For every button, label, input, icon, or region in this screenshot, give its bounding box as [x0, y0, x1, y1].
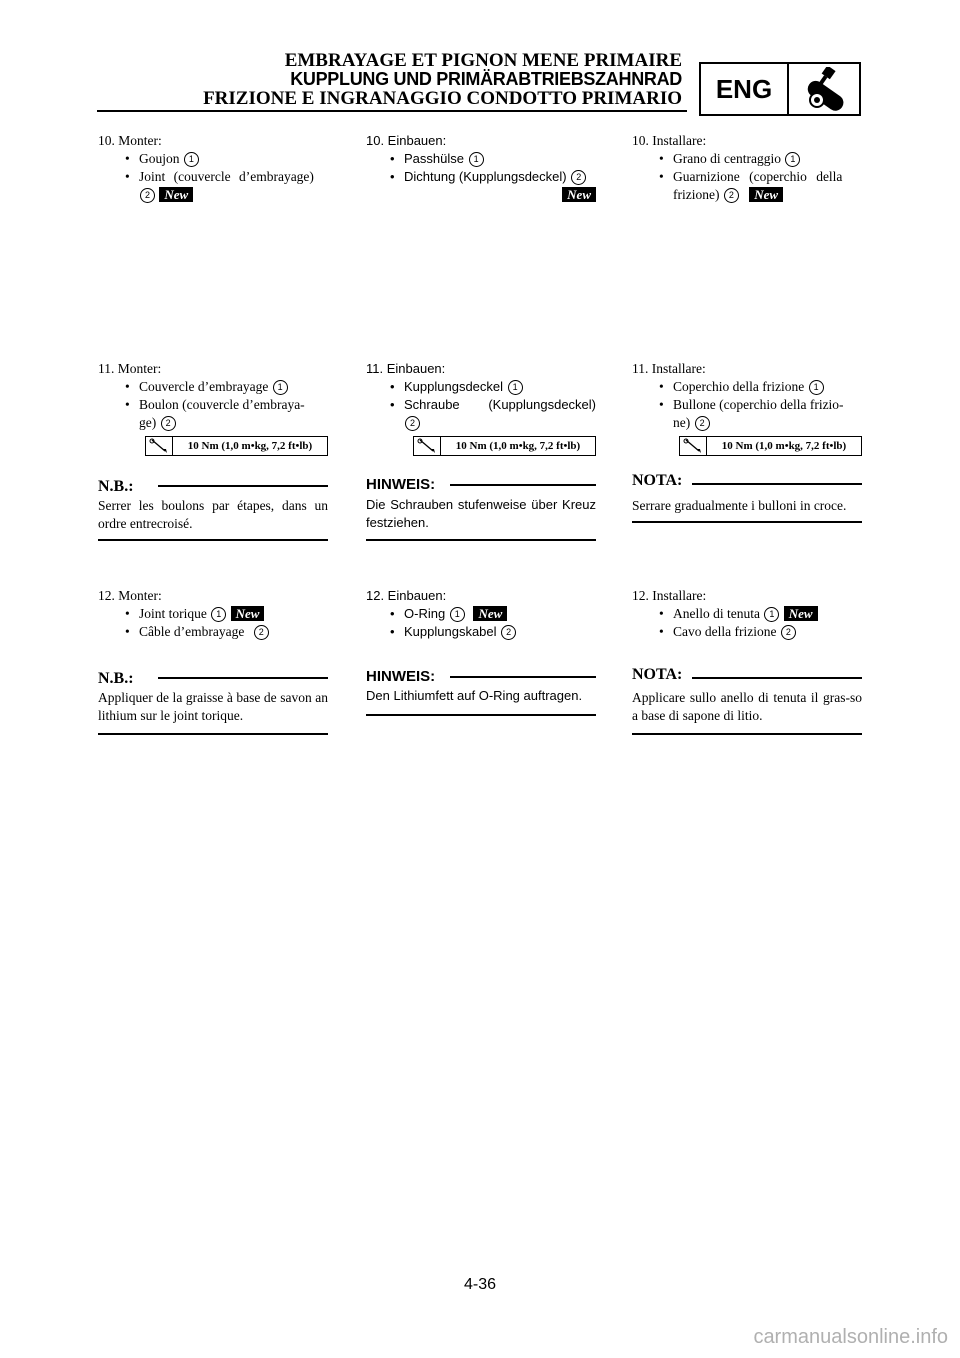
fr-step-11-item-2-text: Boulon (couvercle d’embraya- — [139, 397, 305, 412]
title-german: KUPPLUNG UND PRIMÄRABTRIEBSZAHNRAD — [290, 69, 682, 89]
column-german — [366, 132, 596, 204]
page-number: 4-36 — [463, 1276, 497, 1293]
callout-2: 2 — [254, 625, 269, 640]
header-rule — [97, 110, 687, 112]
de-step-10-item-1 — [390, 150, 596, 168]
it-note-1-heading: NOTA: — [632, 472, 683, 489]
it-note-2-body: Applicare sullo anello di tenuta il gras-so a base di sapone di litio. — [632, 690, 862, 723]
de-step-11-item-1 — [390, 378, 596, 396]
fr-note-2-body: Appliquer de la graisse à base de savon an lithium sur le joint torique. — [98, 690, 328, 723]
callout-2: 2 — [140, 188, 155, 203]
it-step-11-item-2 — [659, 396, 862, 432]
fr-step-10-item-2-text: Joint (couvercle d’embrayage) — [139, 169, 314, 184]
de-step-12-item-2-text: Kupplungskabel — [404, 624, 497, 639]
de-step-11 — [366, 360, 596, 432]
column-french — [98, 132, 328, 204]
fr-step-11-item-1 — [125, 378, 328, 396]
de-step-12-title: 12. Einbauen: — [366, 588, 447, 603]
fr-note-1-end-rule — [98, 539, 328, 541]
de-step-12-item-1 — [390, 605, 596, 623]
new-part-badge: New — [562, 187, 596, 202]
de-step-12-item-1-text: O-Ring — [404, 606, 446, 621]
fr-step-11-title: 11. Monter: — [98, 361, 162, 376]
fr-step-11 — [98, 360, 328, 432]
de-step-10-title: 10. Einbauen: — [366, 133, 447, 148]
fr-torque-value: 10 Nm (1,0 m•kg, 7,2 ft•lb) — [187, 440, 313, 452]
fr-step-10-item-1-text: Goujon — [139, 151, 180, 166]
fr-note-2-heading-rule — [158, 677, 328, 679]
fr-step-12-item-2 — [125, 623, 328, 641]
de-torque-spec — [413, 436, 596, 456]
it-step-12-item-1-text: Anello di tenuta — [673, 606, 760, 621]
fr-step-12-title: 12. Monter: — [98, 588, 162, 603]
new-part-badge: New — [159, 187, 193, 202]
de-note-1-heading-rule — [450, 484, 596, 486]
it-torque-value: 10 Nm (1,0 m•kg, 7,2 ft•lb) — [721, 440, 847, 452]
fr-note-1-heading-rule — [158, 485, 328, 487]
fr-torque-spec — [145, 436, 328, 456]
it-note-1-body: Serrare gradualmente i bulloni in croce. — [632, 498, 847, 513]
callout-1: 1 — [508, 380, 523, 395]
de-step-11-item-2 — [390, 396, 596, 414]
de-step-11-item-1-text: Kupplungsdeckel — [404, 379, 504, 394]
de-torque-value: 10 Nm (1,0 m•kg, 7,2 ft•lb) — [455, 440, 581, 452]
fr-step-12-item-1 — [125, 605, 328, 623]
callout-2: 2 — [161, 416, 176, 431]
de-step-12-item-2 — [390, 623, 596, 641]
callout-1: 1 — [764, 607, 779, 622]
de-note-2-end-rule — [366, 714, 596, 716]
it-step-12-item-2-text: Cavo della frizione — [673, 624, 777, 639]
it-step-10-title: 10. Installare: — [632, 133, 707, 148]
de-note-1-heading: HINWEIS: — [366, 476, 436, 493]
new-part-badge: New — [231, 606, 265, 621]
callout-1: 1 — [450, 607, 465, 622]
it-note-1-end-rule — [632, 521, 862, 523]
title-french: EMBRAYAGE ET PIGNON MENE PRIMAIRE — [284, 50, 682, 71]
it-step-11-item-1-text: Coperchio della frizione — [673, 379, 805, 394]
it-step-10-item-1-text: Grano di centraggio — [673, 151, 781, 166]
callout-2: 2 — [781, 625, 796, 640]
it-note-2-heading: NOTA: — [632, 666, 683, 683]
section-badge-divider — [787, 64, 789, 114]
wrench-icon — [414, 437, 441, 455]
de-step-12 — [366, 587, 596, 641]
de-step-10-item-1-text: Passhülse — [404, 151, 464, 166]
it-torque-spec — [679, 436, 862, 456]
fr-step-11-item-2-text-cont: ge) — [139, 415, 157, 430]
fr-step-12-item-1-text: Joint torique — [139, 606, 207, 621]
it-step-11-item-1 — [659, 378, 862, 396]
fr-step-10-item-1 — [125, 150, 328, 168]
callout-1: 1 — [785, 152, 800, 167]
fr-note-1-heading: N.B.: — [98, 478, 134, 495]
fr-step-11-item-1-text: Couvercle d’embrayage — [139, 379, 269, 394]
title-italian: FRIZIONE E INGRANAGGIO CONDOTTO PRIMARIO — [203, 88, 682, 109]
section-badge — [699, 62, 861, 116]
it-step-12-item-2 — [659, 623, 862, 641]
fr-step-11-item-2 — [125, 396, 328, 432]
it-step-12-title: 12. Installare: — [632, 588, 707, 603]
de-note-2-body: Den Lithiumfett auf O-Ring auftragen. — [366, 688, 583, 703]
fr-note-2-end-rule — [98, 733, 328, 735]
fr-step-10-item-2 — [125, 168, 328, 204]
de-note-2-heading-rule — [450, 676, 596, 678]
it-note-2-end-rule — [632, 733, 862, 735]
it-step-12-item-1 — [659, 605, 862, 623]
column-italian — [632, 132, 862, 204]
it-note-1-heading-rule — [692, 483, 862, 485]
callout-2: 2 — [724, 188, 739, 203]
callout-1: 1 — [184, 152, 199, 167]
callout-1: 1 — [211, 607, 226, 622]
de-note-1-body: Die Schrauben stufenweise über Kreuz festziehen. — [366, 497, 596, 530]
fr-note-1-body: Serrer les boulons par étapes, dans un ordre entrecroisé. — [98, 498, 328, 531]
fr-step-12 — [98, 587, 328, 641]
fr-step-10-title: 10. Monter: — [98, 133, 162, 148]
callout-2: 2 — [695, 416, 710, 431]
de-note-2-heading: HINWEIS: — [366, 668, 436, 685]
it-step-12 — [632, 587, 862, 641]
it-step-11-item-2-text: Bullone (coperchio della frizio- — [673, 397, 844, 412]
fr-note-2-heading: N.B.: — [98, 670, 134, 687]
wrench-icon — [680, 437, 707, 455]
de-step-10-item-2 — [390, 168, 596, 186]
engine-icon — [795, 67, 857, 113]
callout-2: 2 — [571, 170, 586, 185]
de-step-11-item-2-text: Schraube (Kupplungsdeckel) — [404, 397, 596, 412]
it-step-11 — [632, 360, 862, 432]
new-part-badge: New — [749, 187, 783, 202]
it-step-10-item-2 — [659, 168, 862, 204]
new-part-badge: New — [784, 606, 818, 621]
de-step-10-item-2-text: Dichtung (Kupplungsdeckel) — [404, 169, 567, 184]
it-note-2-heading-rule — [692, 677, 862, 679]
section-badge-label: ENG — [715, 73, 773, 104]
it-step-10-item-1 — [659, 150, 862, 168]
callout-2: 2 — [405, 416, 420, 431]
it-step-10-item-2-text-cont: frizione) — [673, 187, 720, 202]
callout-1: 1 — [273, 380, 288, 395]
callout-2: 2 — [501, 625, 516, 640]
de-note-1-end-rule — [366, 539, 596, 541]
callout-1: 1 — [469, 152, 484, 167]
fr-step-12-item-2-text: Câble d’embrayage — [139, 624, 245, 639]
de-step-11-title: 11. Einbauen: — [366, 361, 446, 376]
it-step-11-title: 11. Installare: — [632, 361, 706, 376]
it-step-11-item-2-text-cont: ne) — [673, 415, 691, 430]
watermark: carmanualsonline.info — [753, 1326, 948, 1348]
wrench-icon — [146, 437, 173, 455]
new-part-badge: New — [473, 606, 507, 621]
callout-1: 1 — [809, 380, 824, 395]
it-step-10-item-2-text: Guarnizione (coperchio della — [673, 169, 843, 184]
